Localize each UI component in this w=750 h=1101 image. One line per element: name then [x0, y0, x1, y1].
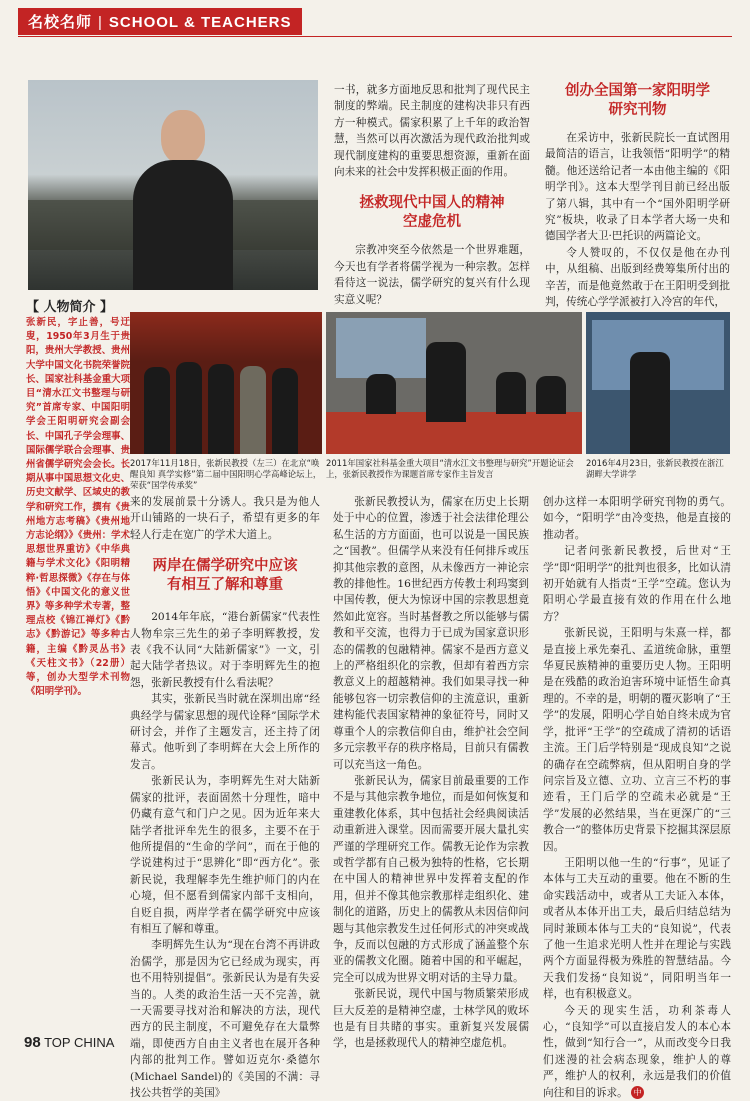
- heading-spiritual-crisis: 拯救现代中国人的精神空虚危机: [359, 195, 505, 231]
- paragraph: 令人赞叹的，不仅仅是他在办刊中，从组稿、出版到经费筹集所付出的辛苦，而是他竟然敢于在王阳明受到批判，传统心学学派被打入冷宫的年代，: [545, 246, 730, 309]
- column-b: [545, 82, 730, 310]
- column-1: [130, 494, 320, 1101]
- header-rule: [18, 36, 732, 37]
- conference-photo: [326, 312, 582, 454]
- magazine-name: TOP CHINA: [44, 1035, 115, 1050]
- caption-conference: 2011年国家社科基金重大项目“清水江文书整理与研究”开题论证会上，张新民教授作为课题首席专家作主旨发言: [326, 458, 574, 479]
- page-footer: [24, 1034, 114, 1051]
- portrait-photo: [28, 80, 318, 290]
- portrait-person: [133, 110, 233, 290]
- paragraph: 记者问张新民教授，后世对“王学”即“阳明学”的批判也很多，比如认清初开始就有人指责“王学”空疏。您认为阳明心学最直接有效的作用在什么地方？: [543, 545, 731, 623]
- paragraph: 其实，张新民当时就在深圳出席“经典经学与儒家思想的现代诠释”国际学术研讨会，并作了主题发言，还主持了闭幕式。他听到了李明辉在大会上所作的发言。: [130, 693, 320, 771]
- paragraph: 创办这样一本阳明学研究刊物的勇气。如今，“阳明学”由冷变热，他是直接的推动者。: [543, 496, 731, 541]
- award-photo: [130, 312, 322, 454]
- paragraph: 来的发展前景十分诱人。我只是为他人开山铺路的一块石子，希望有更多的年轻人行走在宽广的学术大道上。: [130, 496, 320, 541]
- paragraph: 2014年年底，“港台新儒家”代表性人物牟宗三先生的弟子李明辉教授，发表《我不认同“大陆新儒家”》一文，引起大陆学者热议。对于李明辉先生的抱怨，张新民教授有什么看法呢？: [130, 611, 320, 689]
- paragraph-text: 今天的现实生活，功利茶毒人心，“良知学”可以直接启发人的本心本性，做到“知行合一”，从而改变今日我们迷漫的社会病态现象，维护人的尊严，维护人的权利，永远是我们的价值向往和目的诉求。: [543, 1004, 731, 1099]
- paragraph: [543, 1003, 731, 1101]
- photo-strip: [130, 312, 730, 454]
- heading-yangming-journal: 创办全国第一家阳明学研究刊物: [565, 83, 710, 118]
- section-header: [18, 8, 302, 34]
- column-2: [333, 494, 529, 1052]
- column-a: [334, 82, 530, 308]
- paragraph: 张新民教授认为，儒家在历史上长期处于中心的位置，渗透于社会法律伦理公私生活的方方面面，也可以说是一国民族之“国教”。但儒学从来没有任何排斥或压抑其他宗教的意图，从未像西方一神论宗教的排他性。16世纪西方传教士利玛窦到中国传教，便大为惊讶中国的宗教思想竟然如此宽容。当时基督教之所以能够与儒教和平交流，也得力于已成为国家意识形态的儒教的包融精神。儒家不是西方意义上的严格组织化的宗教，但却有着西方宗教意义上的超越精神。我们如果寻找一种能够包容一切宗教信仰的主流意识，重新建构能代表国家精神的象征符号，同时又尊重个人的宗教信仰自由，维护社会空间多元宗教平存的秩序格局，目前只有儒教可以充当这一角色。: [333, 496, 529, 771]
- paragraph: 宗教冲突至今依然是一个世界难题，今天也有学者将儒学视为一种宗教。怎样看待这一说法，儒学研究的复兴有什么现实意义呢？: [334, 244, 530, 306]
- portrait-body: [133, 160, 233, 290]
- caption-lecture: 2016年4月23日，张新民教授在浙江湖畔大学讲学: [586, 458, 724, 479]
- bio-text: 张新民，字止善，号迂叟，1950年3月生于贵阳，贵州大学教授、贵州大学中国文化书院荣誉院长、国家社科基金重大项目“清水江文书整理与研究”首席专家、中国阳明学会王阳明研究会副会长、中国孔子学会理事、国际儒学联合会理事、贵州省儒学研究会会长。长期从事中国思想文化史、历史文献学、区域史的教学和研究工作，撰有《贵州地方志考稿》《贵州地方志论纲》》《贵州：学术思想世界重访》《中华典籍与学术文化》《阳明精粹·哲思探微》《存在与体悟》《中国文化的意义世界》等多种学术专著，整理点校《锦江禅灯》《黔志》《黔游记》等多种古籍，主编《黔灵丛书》《天柱文书》（22册）等，创办大型学术刊物《阳明学刊》。: [26, 317, 130, 698]
- bio-title: 【 人物简介 】: [26, 300, 114, 315]
- portrait-head: [161, 110, 205, 164]
- section-tag-en: SCHOOL & TEACHERS: [108, 13, 292, 31]
- paragraph: 在采访中，张新民院长一直试图用最简洁的语言，让我领悟“阳明学”的精髓。他还送给记者一本由他主编的《阳明学刊》。这本大型学刊目前已经出版了第八辑，其中有一个“国外阳明学研究”板块，收录了日本学者大场一央和德国学者大卫·巴托识的两篇论文。: [545, 132, 730, 243]
- paragraph: 张新民说，王阳明与朱熹一样，都是直接上承先秦孔、孟道统命脉，重塑华夏民族精神的重要历史人物。王阳明是在残酷的政治迫害环境中证悟生命真理的。不幸的是，明朝的覆灭影响了“王学”的发展，阳明心学自始自终未成为官学，批评“王学”的空疏成了清初的话语主流。王门后学特别是“现成良知”之说的确存在空疏弊病，但从阳明自身的学问宗旨及立德、立功、立言三不朽的事迹看，王门后学的空疏未必就是“王学”发展的必然结果，当在更深广的“三教合一”的整体历史背景下挖掘其深层原因。: [543, 627, 731, 853]
- end-mark-icon: 中: [631, 1086, 644, 1099]
- paragraph: 王阳明以他一生的“行事”，见证了本体与工夫互动的重要。他在不断的生命实践活动中，或者从工夫证入本体，或者从本体开出工夫，最后归结总结为同时兼顾本体与工夫的“良知说”，代表了他一生追求光明人性并在理论与实践两个方面显得极为殊胜的智慧结晶。今天我们发扬“良知说”，同阳明当年一样，也有积极意义。: [543, 856, 731, 1001]
- paragraph: 张新民认为，李明辉先生对大陆新儒家的批评，表面固然十分理性，暗中仍藏有意气和门户之见。因为近年来大陆学者批评牟先生的很多，主要不在于他所提倡的“生命的学问”，而在于他的学说建构过于“思辨化”即“西方化”。张新民说，我理解李先生维护师门的内在心境，但不愿看到儒家内部千支相向，自贬自损，两岸学者在儒学研究中应该有相互了解和尊重。: [130, 775, 320, 935]
- paragraph: 一书，就多方面地反思和批判了现代民主制度的弊端。民主制度的建构决非只有西方一种模式。儒家积累了上千年的政治智慧，当然可以再次激活为现代政治批判或现代制度建构的重要思想资源，重新在面向未来的社会中发挥积极正面的作用。: [334, 84, 530, 179]
- section-tag: 名校名师 | SCHOOL & TEACHERS: [18, 8, 302, 35]
- paragraph: 张新民认为，儒家目前最重要的工作不是与其他宗教争地位，而是如何恢复和重建教化体系，其中包括社会经典阅读活动重新进入课堂。因而需要开展大量扎实严谨的学理研究工作。儒教无论作为宗教或哲学都有自己极为独特的性格，它长期在中国人的精神世界中发挥着支配的作用，但并不像其他宗教那样走组织化、建制化的道路，历史上的儒教从未因信仰问题与其他宗教发生过任何形式的冲突或战争，反而以包融的方式形成了涵盖整个东亚的儒教文化圈。随着中国的和平崛起，完全可以成为世界文明对话的主导力量。: [333, 774, 529, 984]
- caption-award: 2017年11月18日，张新民教授（左三）在北京“唤醒良知 真学实修”第二届中国阳明心学高峰论坛上，荣获“国学传承奖”: [130, 458, 322, 490]
- heading-cross-strait: 两岸在儒学研究中应该有相互了解和尊重: [152, 558, 298, 594]
- section-tag-cn: 名校名师: [28, 13, 93, 31]
- lecture-photo: [586, 312, 730, 454]
- paragraph: 李明辉先生认为“现在台湾不再讲政治儒学，那是因为它已经成为现实，再也不用特别提倡”。张新民认为是有失妥当的。人类的政治生活一天不完善，就一天需要寻找对治和解决的方法，现代西方的民主制度，不可避免存在大量弊端，即使西方自由主义者也在展开各种内部的批判工作。譬如迈克尔·桑德尔(Michael Sandel)的《美国的不满：寻找公共哲学的美国》: [130, 939, 320, 1099]
- page-number: 98: [24, 1034, 41, 1051]
- paragraph: 张新民说，现代中国与物质繁荣形成巨大反差的是精神空虚，士林学风的败坏也是有目共睹的事实。重新复兴发展儒学，也是拯救现代人的精神空虚危机。: [333, 988, 529, 1050]
- column-3: [543, 494, 731, 1101]
